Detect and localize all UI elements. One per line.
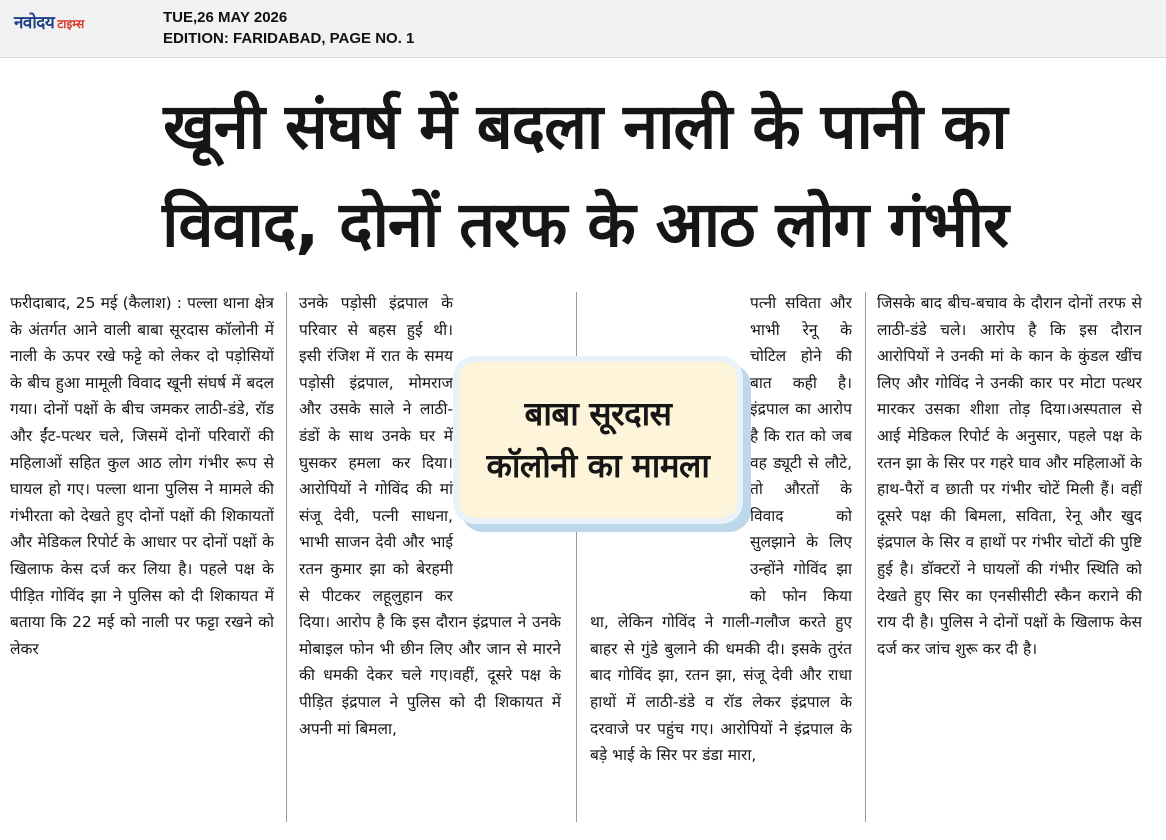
column-1-text: फरीदाबाद, 25 मई (कैलाश) : पल्ला थाना क्षेत्र के अंतर्गत आने वाली बाबा सूरदास कॉलोनी में नाली के ऊपर रखे फट्टे को लेकर दो पड़ोसियों के बीच हुआ मामूली विवाद खूनी संघर्ष में बदल गया। दोनों पक्षों के बीच जमकर लाठी-डंडे, रॉड और ईंट-पत्थर चले, जिसमें दोनों परिवारों की महिलाओं सहित कुल आठ लोग गंभीर रूप से घायल हो गए। पल्ला थाना पुलिस ने मामले की गंभीरता को देखते हुए दोनों पक्षों की शिकायतों और मेडिकल रिपोर्ट के आधार पर दोनों पक्षों के खिलाफ केस दर्ज कर लिया है। पहले पक्ष के पीड़ित गोविंद झा ने पुलिस को दी शिकायत में बताया कि 22 मई को नाली पर फट्टा रखने को लेकर <box>10 294 274 658</box>
logo-sub-text: टाइम्स <box>57 17 85 31</box>
headline-line-2: विवाद, दोनों तरफ के आठ लोग गंभीर <box>162 188 1008 261</box>
page-header <box>0 0 1166 58</box>
column-2-text: उनके पड़ोसी इंद्रपाल के परिवार से बहस हुई थी। इसी रंजिश में रात के समय पड़ोसी इंद्रपाल, मोमराज और उसके साले ने लाठी-डंडों के साथ उनके घर में घुसकर हमला कर दिया। आरोपियों ने गोविंद की मां संजू देवी, पत्नी साधना, भाभी साजन देवी और भाई रतन कुमार झा को बेरहमी से पीटकर लहूलुहान कर दिया। आरोप है कि इस दौरान इंद्रपाल ने उनके मोबाइल फोन भी छीन लिए और जान से मारने की धमकी देकर चले गए।वहीं, दूसरे पक्ष के पीड़ित इंद्रपाल ने पुलिस को दी शिकायत में अपनी मां बिमला, <box>299 294 561 738</box>
headline-line-1: खूनी संघर्ष में बदला नाली के पानी का <box>163 90 1007 163</box>
article-column-4 <box>877 290 1142 830</box>
column-3-text: पत्नी सविता और भाभी रेनू के चोटिल होने की बात कही है। इंद्रपाल का आरोप है कि रात को जब वह ड्यूटी से लौटे, तो औरतों के विवाद को सुलझाने के लिए उन्होंने गोविंद झा को फोन किया था, लेकिन गोविंद ने गाली-गलौज करते हुए बाहर से गुंडे बुलाने की धमकी दी। इसके तुरंत बाद गोविंद झा, रतन झा, संजू देवी और राधा हाथों में लाठी-डंडे व रॉड लेकर इंद्रपाल के दरवाजे पर पहुंच गए। आरोपियों ने इंद्रपाल के बड़े भाई के सिर पर डंडा मारा, <box>590 294 852 765</box>
pull-quote-box <box>459 362 737 518</box>
pull-quote-line-1: बाबा सूरदास <box>524 394 672 433</box>
edition-info <box>163 7 414 49</box>
issue-date: TUE,26 MAY 2026 <box>163 9 288 26</box>
pull-quote-line-2: कॉलोनी का मामला <box>486 446 710 485</box>
column-4-text: जिसके बाद बीच-बचाव के दौरान दोनों तरफ से लाठी-डंडे चले। आरोप है कि इस दौरान आरोपियों ने उनकी मां के कान के कुंडल खींच लिए और गोविंद ने उनकी कार पर मोटा पत्थर मारकर उसका शीशा तोड़ दिया।अस्पताल से आई मेडिकल रिपोर्ट के अनुसार, पहले पक्ष के रतन झा के सिर पर गहरे घाव और महिलाओं के हाथ-पैरों व छाती पर गंभीर चोटें मिली हैं। वहीं दूसरे पक्ष की बिमला, सविता, रेनू और खुद इंद्रपाल के सिर व हाथों पर गंभीर चोटों की पुष्टि हुई है। डॉक्टरों ने घायलों की गंभीर स्थिति को देखते हुए सिर का एनसीसीटी स्कैन कराने की राय दी है। पुलिस ने दोनों पक्षों के खिलाफ केस दर्ज कर जांच शुरू कर दी है। <box>877 294 1142 658</box>
column-divider <box>286 292 287 822</box>
logo-main-text: नवोदय <box>14 13 55 33</box>
newspaper-logo[interactable] <box>14 10 84 32</box>
edition-page: EDITION: FARIDABAD, PAGE NO. 1 <box>163 30 415 47</box>
article-headline <box>10 78 1160 274</box>
column-divider <box>865 292 866 822</box>
article-column-1 <box>10 290 274 830</box>
